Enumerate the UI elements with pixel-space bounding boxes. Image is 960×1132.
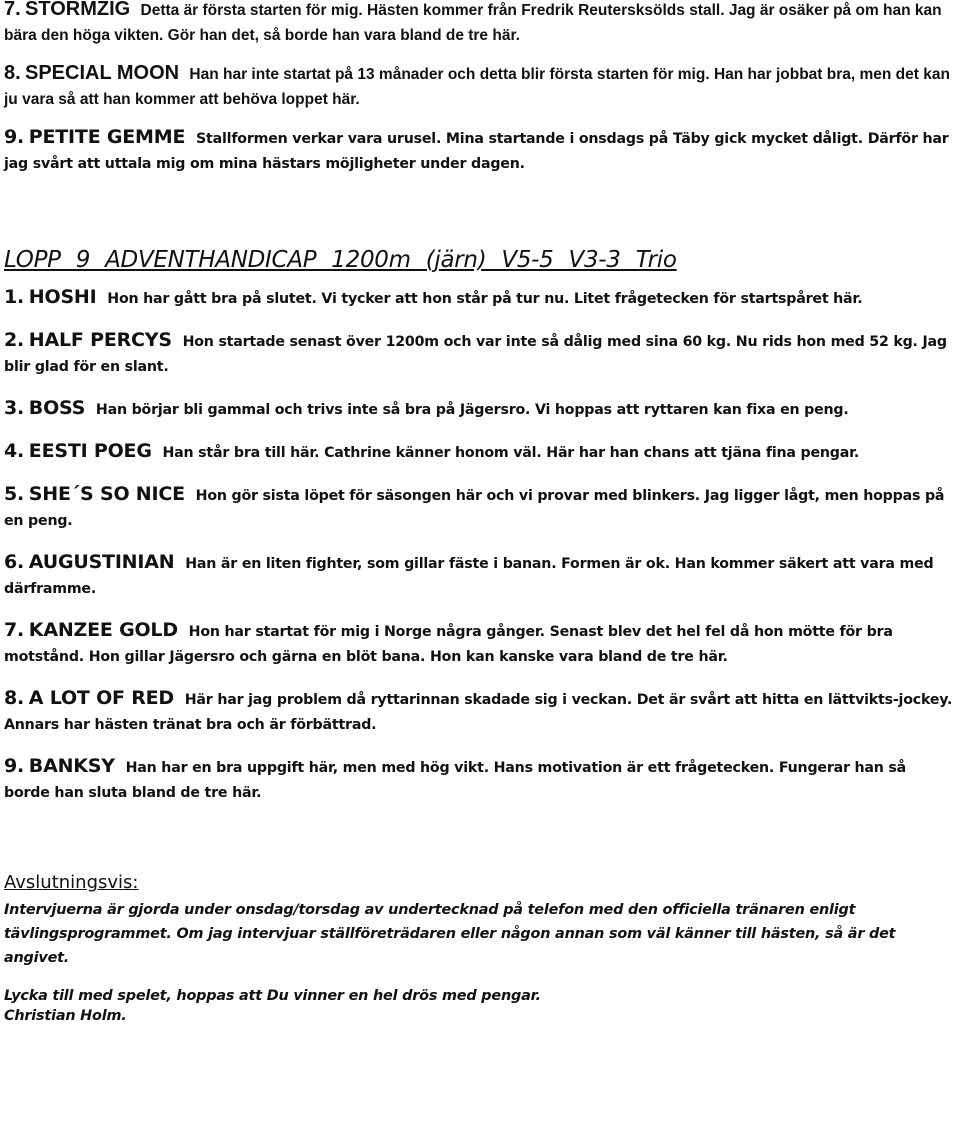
horse-name: SHE´S SO NICE [28,483,185,505]
entry-number: 7. [4,0,21,20]
entry-number: 5. [4,483,25,505]
entry-number: 6. [4,551,25,573]
entry-number: 8. [4,687,25,709]
entry-text: Hon gör sista löpet för säsongen här och vi provar med blinkers. Jag ligger lågt, men hoppas på en peng. [4,488,945,529]
race-entry [4,686,956,738]
entry-text: Här har jag problem då ryttarinnan skadade sig i veckan. Det är svårt att hitta en lättvikts-jockey. Annars har hästen tränat bra och är förbättrad. [4,692,953,733]
entry-text: Han har inte startat på 13 månader och detta blir första starten för mig. Han har jobbat bra, men det kan ju vara så att han kommer att behöva loppet här. [4,66,950,108]
race-entry [4,754,956,806]
race-title: LOPP 9 ADVENTHANDICAP 1200m (järn) V5-5 V3-3 Trio [4,247,677,273]
entry-number: 3. [4,397,25,419]
signature: Christian Holm. [4,1008,127,1024]
horse-name: PETITE GEMME [28,126,186,148]
document-page [4,0,956,1028]
entry-number: 2. [4,329,25,351]
race-entry [4,396,956,423]
horse-name: BOSS [28,397,86,419]
horse-name: SPECIAL MOON [25,62,180,84]
entry-number: 9. [4,126,25,148]
race-entry [4,285,956,312]
entry-text: Han är en liten fighter, som gillar fäste i banan. Formen är ok. Han kommer säkert att vara med därframme. [4,556,934,597]
horse-name: BANKSY [28,755,115,777]
entry-number: 9. [4,755,25,777]
race-entry [4,618,956,670]
horse-name: KANZEE GOLD [28,619,178,641]
entry-number: 4. [4,440,25,462]
entry-text: Hon har startat för mig i Norge några gånger. Senast blev det hel fel då hon mötte för bra motstånd. Hon gillar Jägersro och gärna en blöt bana. Hon kan kanske vara bland de tre här. [4,624,893,665]
entry-9-petite-gemme [4,125,956,177]
entry-text: Hon startade senast över 1200m och var inte så dålig med sina 60 kg. Nu rids hon med 52 kg. Jag blir glad för en slant. [4,334,947,375]
entry-number: 8. [4,62,21,84]
horse-name: HOSHI [28,286,97,308]
entry-8-special-moon [4,61,956,112]
closing-paragraph: Intervjuerna är gjorda under onsdag/torsdag av undertecknad på telefon med den officiella tränaren enligt tävlingsprogrammet. Om jag intervjuar ställföreträdaren eller någon annan som väl känner till hästen, så är det angivet. [4,902,896,966]
closing-heading: Avslutningsvis: [4,872,139,893]
entry-text: Stallformen verkar vara urusel. Mina startande i onsdags på Täby gick mycket dåligt. Därför har jag svårt att uttala mig om mina hästars möjligheter under dagen. [4,131,949,172]
entry-text: Han står bra till här. Cathrine känner honom väl. Här har han chans att tjäna fina pengar. [162,445,860,461]
race-entry [4,550,956,602]
race-entry [4,482,956,534]
entry-text: Han börjar bli gammal och trivs inte så bra på Jägersro. Vi hoppas att ryttaren kan fixa en peng. [95,402,849,418]
entry-number: 1. [4,286,25,308]
race-entry [4,439,956,466]
horse-name: A LOT OF RED [28,687,174,709]
entry-7-stormzig [4,0,956,48]
entry-text: Hon har gått bra på slutet. Vi tycker att hon står på tur nu. Litet frågetecken för startspåret här. [107,291,863,307]
horse-name: STORMZIG [25,0,131,20]
entry-text: Detta är första starten för mig. Hästen kommer från Fredrik Reutersksölds stall. Jag är osäker på om han kan bära den höga vikten. Gör han det, så borde han vara bland de tre här. [4,2,942,44]
horse-name: AUGUSTINIAN [28,551,175,573]
race-entry [4,328,956,380]
entry-number: 7. [4,619,25,641]
closing-signoff: Lycka till med spelet, hoppas att Du vinner en hel drös med pengar. [4,988,541,1004]
horse-name: HALF PERCYS [28,329,172,351]
entry-text: Han har en bra uppgift här, men med hög vikt. Hans motivation är ett frågetecken. Fungerar han så borde han sluta bland de tre här. [4,760,907,801]
horse-name: EESTI POEG [28,440,152,462]
